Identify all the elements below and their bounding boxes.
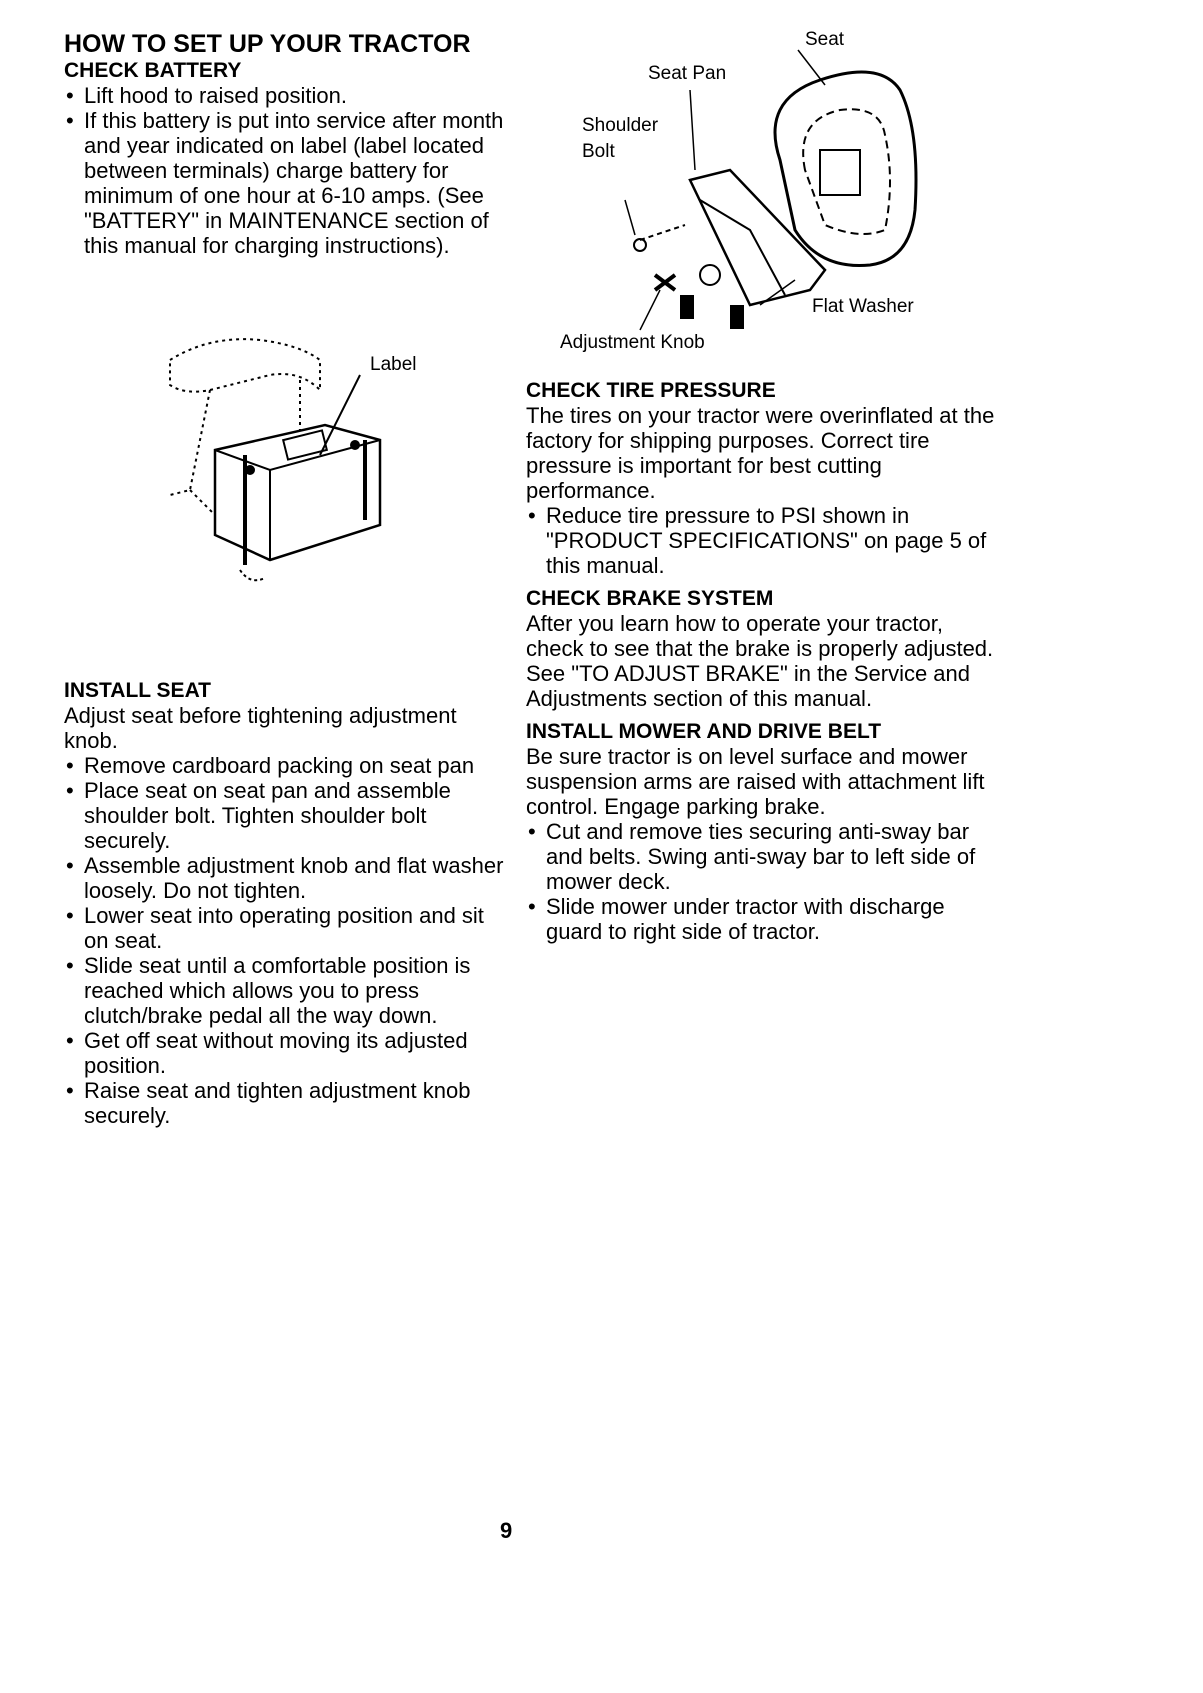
battery-label-callout: Label xyxy=(370,354,417,375)
check-tire-title: CHECK TIRE PRESSURE xyxy=(526,379,776,402)
list-item: • Place seat on seat pan and assemble shoulder bolt. Tighten shoulder bolt securely. xyxy=(64,778,514,853)
check-battery-title: CHECK BATTERY xyxy=(64,59,242,82)
list-item: • Remove cardboard packing on seat pan xyxy=(64,753,514,778)
list-item: • If this battery is put into service after month and year indicated on label (label located between terminals) charge battery for minimum of one hour at 6-10 amps. (See "BATTERY" in MAINTENANCE section of this manual for charging instructions). xyxy=(64,108,514,258)
install-seat-title: INSTALL SEAT xyxy=(64,679,211,702)
install-mower-body: Be sure tractor is on level surface and mower suspension arms are raised with attachment lift control. Engage parking brake. xyxy=(526,744,985,819)
seat-callout: Seat xyxy=(805,29,845,50)
list-item: • Lower seat into operating position and sit on seat. xyxy=(64,903,514,953)
list-item: • Reduce tire pressure to PSI shown in "PRODUCT SPECIFICATIONS" on page 5 of this manual. xyxy=(526,503,1001,578)
list-item: • Slide mower under tractor with discharge guard to right side of tractor. xyxy=(526,894,1001,944)
check-tire-body: The tires on your tractor were overinflated at the factory for shipping purposes. Correct tire pressure is important for best cutting performance. xyxy=(526,403,995,503)
page-heading: HOW TO SET UP YOUR TRACTOR xyxy=(64,30,471,58)
install-seat-section xyxy=(64,678,514,1128)
check-brake-title: CHECK BRAKE SYSTEM xyxy=(526,587,774,610)
list-item: • Raise seat and tighten adjustment knob securely. xyxy=(64,1078,514,1128)
seat-pan-callout: Seat Pan xyxy=(648,63,727,84)
check-tire-list xyxy=(526,503,1001,578)
list-item: • Lift hood to raised position. xyxy=(64,83,514,108)
page-number: 9 xyxy=(500,1518,513,1543)
install-seat-list xyxy=(64,753,514,1128)
left-column xyxy=(64,30,514,258)
list-item: • Assemble adjustment knob and flat washer loosely. Do not tighten. xyxy=(64,853,514,903)
list-item: • Get off seat without moving its adjusted position. xyxy=(64,1028,514,1078)
battery-illustration xyxy=(150,330,450,630)
seat-illustration xyxy=(580,40,940,340)
adjustment-knob-callout: Adjustment Knob xyxy=(560,332,705,353)
bolt-callout: Bolt xyxy=(582,141,615,162)
shoulder-callout: Shoulder xyxy=(582,115,659,136)
check-battery-list xyxy=(64,83,514,258)
flat-washer-callout: Flat Washer xyxy=(812,296,914,317)
install-seat-intro: Adjust seat before tightening adjustment knob. xyxy=(64,703,457,753)
right-column xyxy=(526,378,1001,944)
check-brake-body: After you learn how to operate your tractor, check to see that the brake is properly adjusted. See "TO ADJUST BRAKE" in the Service and Adjustments section of this manual. xyxy=(526,611,994,711)
list-item: • Slide seat until a comfortable position is reached which allows you to press clutch/brake pedal all the way down. xyxy=(64,953,514,1028)
install-mower-list xyxy=(526,819,1001,944)
install-mower-title: INSTALL MOWER AND DRIVE BELT xyxy=(526,720,882,743)
list-item: • Cut and remove ties securing anti-sway bar and belts. Swing anti-sway bar to left side of mower deck. xyxy=(526,819,1001,894)
